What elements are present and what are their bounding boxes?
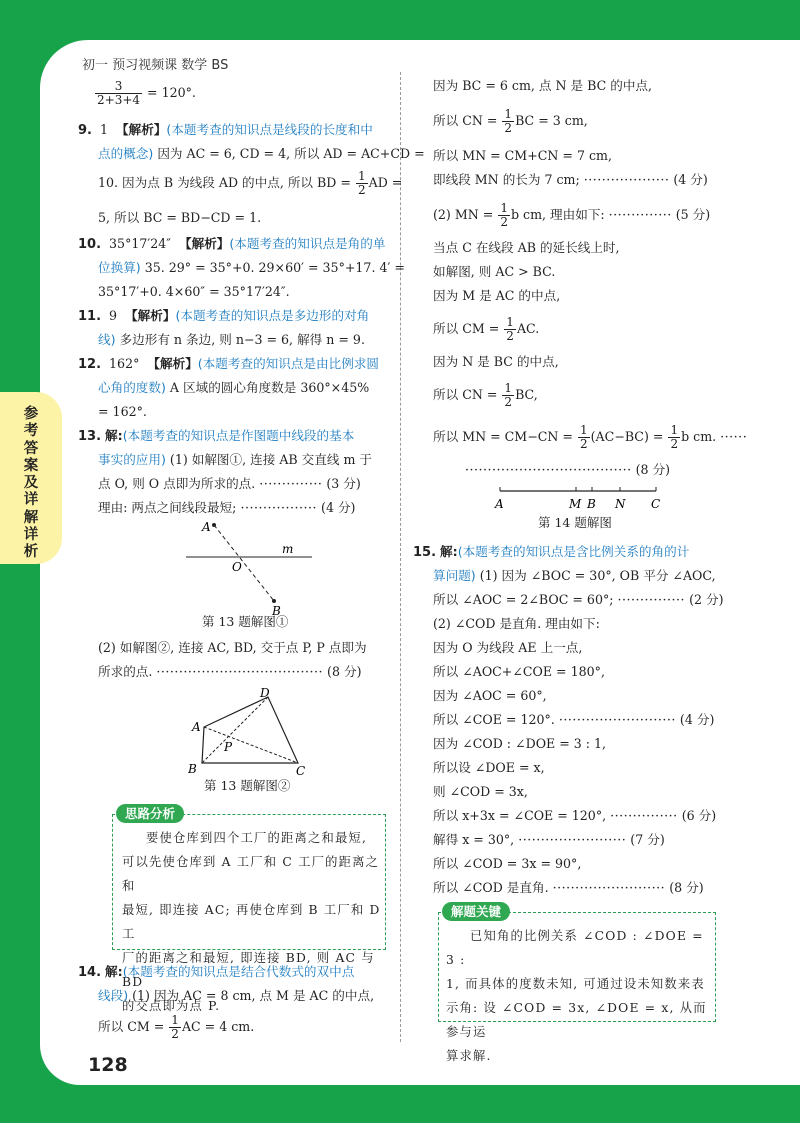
label-o: O [232,560,242,574]
box1-line: 最短, 即连接 AC; 再使仓库到 B 工厂和 D 工 [122,903,381,941]
q13-line3: 点 O, 则 O 点即为所求的点. ·············· (3 分) [98,476,361,491]
side-tab [0,392,62,564]
q15-line9: 因为 ∠COD : ∠DOE = 3 : 1, [433,736,607,751]
label-m: M [569,497,582,511]
q13-line4: 理由: 两点之间线段最短; ················· (4 分) [98,500,356,515]
figure-14 [488,482,668,514]
label-b: B [188,762,197,775]
q14-r10: 因为 N 是 BC 的中点, [433,354,559,369]
figure-14-caption: 第 14 题解图 [538,515,612,530]
q15-line4: (2) ∠COD 是直角. 理由如下: [433,616,600,631]
label-b: B [587,497,596,511]
q15-line10: 所以设 ∠DOE = x, [433,760,545,775]
label-a: A [495,497,504,511]
q13-line2: 事实的应用) (1) 如解图①, 连接 AB 交直线 m 于 [98,452,372,467]
box2-line: 已知角的比例关系 ∠COD : ∠DOE = 3 : [446,929,704,967]
q13-part2-line2: 所求的点. ····································· (8 分) [98,664,362,679]
fraction: $\frac{1}{2}$ [506,315,514,343]
label-p: P [224,740,233,754]
quadrilateral [202,697,298,763]
q14-r7: 如解图, 则 AC > BC. [433,264,556,279]
label-m: m [282,542,294,556]
q11-line2: 线) 多边形有 n 条边, 则 n−3 = 6, 解得 n = 9. [98,332,365,347]
q9-line2: 点的概念) 因为 AC = 6, CD = 4, 所以 AD = AC+CD = [98,146,425,161]
key-point-title: 解题关键 [442,902,510,921]
q15-line13: 解得 x = 30°, ························ (7 分) [433,832,665,847]
q14-r1: 因为 BC = 6 cm, 点 N 是 BC 的中点, [433,78,653,93]
thinking-analysis-title: 思路分析 [116,804,184,823]
q14-r12: 所以 MN = CM−CN = $\frac{1}{2}$ (AC−BC) = $\frac{1}{2}$ b cm. ······ [433,423,748,451]
figure-13-2 [188,685,318,775]
q15-line2: 算问题) (1) 因为 ∠BOC = 30°, OB 平分 ∠AOC, [433,568,716,583]
q14-r5: (2) MN = $\frac{1}{2}$ b cm, 理由如下: ·············· (5 分) [433,201,711,229]
label-d: D [260,686,270,700]
q15-line7: 因为 ∠AOC = 60°, [433,688,547,703]
q14-r11: 所以 CN = $\frac{1}{2}$ BC, [433,381,538,409]
fraction: $\frac{1}{2}$ [357,169,366,197]
label-n: N [615,497,626,511]
box1-line: 要使仓库到四个工厂的距离之和最短, [146,831,368,845]
q13-part2-line1: (2) 如解图②, 连接 AC, BD, 交于点 P, P 点即为 [98,640,367,655]
label-a: A [202,520,211,534]
q14-r9: 所以 CM = $\frac{1}{2}$ AC. [433,315,540,343]
q8-tail: $\frac{3}{2+3+4}$ = 120°. [97,79,196,107]
q14-line2: 线段) (1) 因为 AC = 8 cm, 点 M 是 AC 的中点, [98,988,375,1003]
box2-line: 算求解. [446,1049,492,1063]
figure-13-1-caption: 第 13 题解图① [202,614,289,629]
side-tab-label: 参考答案及详解详析 [23,406,39,561]
q14-r4: 即线段 MN 的长为 7 cm; ··················· (4 分) [433,172,708,187]
q15-line5: 因为 O 为线段 AE 上一点, [433,640,583,655]
box1-line: 厂的距离之和最短, 即连接 BD, 则 AC 与 BD [122,951,375,989]
label-c: C [296,764,306,775]
fraction: $\frac{1}{2}$ [500,201,508,229]
fraction: $\frac{3}{2+3+4}$ [97,79,141,107]
q12-line3: = 162°. [98,404,147,419]
q12-line1: 12. 162° 【解析】(本题考查的知识点是由比例求圆 [78,356,380,372]
q15-line8: 所以 ∠COE = 120°. ·························· (4 分) [433,712,715,727]
q14-r13: ····································· (8 分) [465,462,671,477]
q15-line3: 所以 ∠AOC = 2∠BOC = 60°; ··············· (2 分) [433,592,724,607]
key-point-text [446,924,714,1068]
q11-line1: 11. 9 【解析】(本题考查的知识点是多边形的对角 [78,308,370,324]
q10-line3: 35°17′+0. 4×60″ = 35°17′24″. [98,284,290,299]
q13-line1: 13. 解:(本题考查的知识点是作图题中线段的基本 [78,428,355,444]
q14-line3: 所以 CM = $\frac{1}{2}$ AC = 4 cm. [98,1013,255,1041]
q10-line2: 位换算) 35. 29° = 35°+0. 29×60′ = 35°+17. 4′ = [98,260,405,275]
page-number: 128 [88,1054,128,1076]
box1-line: 的交点即为点 P. [122,999,221,1013]
fraction: $\frac{1}{2}$ [670,423,679,451]
q15-line6: 所以 ∠AOC+∠COE = 180°, [433,664,605,679]
q14-r6: 当点 C 在线段 AB 的延长线上时, [433,240,620,255]
fraction: $\frac{1}{2}$ [504,381,513,409]
fraction: $\frac{1}{2}$ [171,1013,179,1041]
column-divider [400,72,401,1042]
q9-line1: 9. 1 【解析】(本题考查的知识点是线段的长度和中 [78,122,373,138]
q15-line15: 所以 ∠COD 是直角. ························· (8 分) [433,880,704,895]
q9-line4: 5, 所以 BC = BD−CD = 1. [98,210,262,225]
point-b [272,599,276,603]
fraction: $\frac{1}{2}$ [504,107,513,135]
q15-line11: 则 ∠COD = 3x, [433,784,528,799]
box1-line: 可以先使仓库到 A 工厂和 C 工厂的距离之和 [122,855,380,893]
label-a: A [192,720,201,734]
q14-r2: 所以 CN = $\frac{1}{2}$ BC = 3 cm, [433,107,588,135]
q14-r8: 因为 M 是 AC 的中点, [433,288,561,303]
q9-line3: 10. 因为点 B 为线段 AD 的中点, 所以 BD = $\frac{1}{2}$ AD = [98,169,403,197]
q15-line14: 所以 ∠COD = 3x = 90°, [433,856,582,871]
label-c: C [651,497,661,511]
q14-line1: 14. 解:(本题考查的知识点是结合代数式的双中点 [78,964,355,980]
segment-ab [214,525,274,601]
figure-13-1 [180,515,320,615]
point-a [212,523,216,527]
box2-line: 1, 而具体的度数未知, 可通过设未知数来表 [446,977,705,991]
fraction: $\frac{1}{2}$ [579,423,588,451]
q10-line1: 10. 35°17′24″ 【解析】(本题考查的知识点是角的单 [78,236,386,252]
q12-line2: 心角的度数) A 区域的圆心角度数是 360°×45% [98,380,370,395]
running-header: 初一 预习视频课 数学 BS [82,58,229,73]
box2-line: 示角: 设 ∠COD = 3x, ∠DOE = x, 从而参与运 [446,1001,707,1039]
label-b: B [272,604,281,615]
diagonal-bd [202,697,268,763]
figure-13-2-caption: 第 13 题解图② [204,778,291,793]
q14-r3: 所以 MN = CM+CN = 7 cm, [433,148,612,163]
q15-line1: 15. 解:(本题考查的知识点是含比例关系的角的计 [413,544,690,560]
q15-line12: 所以 x+3x = ∠COE = 120°, ··············· (6 分) [433,808,717,823]
